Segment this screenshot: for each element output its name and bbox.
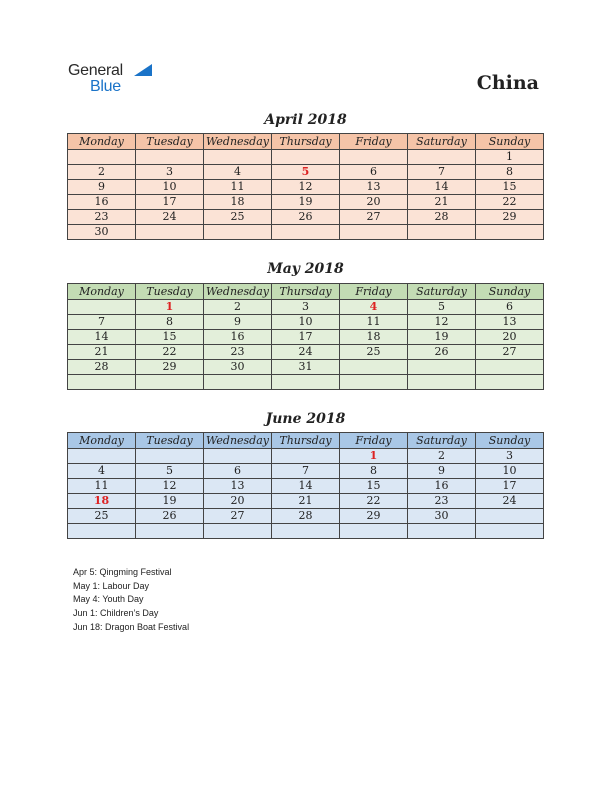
day-cell (408, 225, 476, 240)
weekday-header-row (68, 433, 544, 449)
holiday-notes (73, 566, 189, 635)
day-cell: 15 (476, 180, 544, 195)
weekday-header: Friday (340, 284, 408, 300)
weekday-header: Sunday (476, 284, 544, 300)
day-cell (272, 375, 340, 390)
day-cell: 26 (136, 509, 204, 524)
day-cell (136, 225, 204, 240)
day-cell: 30 (204, 360, 272, 375)
week-row (68, 330, 544, 345)
day-cell: 28 (272, 509, 340, 524)
day-cell (68, 300, 136, 315)
week-row (68, 165, 544, 180)
day-cell (340, 375, 408, 390)
day-cell: 16 (204, 330, 272, 345)
day-cell: 27 (340, 210, 408, 225)
day-cell: 24 (136, 210, 204, 225)
day-cell: 29 (340, 509, 408, 524)
day-cell: 13 (476, 315, 544, 330)
day-cell: 20 (204, 494, 272, 509)
day-cell: 17 (136, 195, 204, 210)
month-title: May 2018 (267, 261, 344, 277)
day-cell: 18 (340, 330, 408, 345)
weekday-header: Sunday (476, 134, 544, 150)
day-cell: 5 (136, 464, 204, 479)
weekday-header: Thursday (272, 134, 340, 150)
day-cell: 19 (136, 494, 204, 509)
day-cell: 26 (408, 345, 476, 360)
day-cell (272, 449, 340, 464)
day-cell: 20 (340, 195, 408, 210)
month-calendar-table (67, 283, 544, 390)
day-cell: 12 (136, 479, 204, 494)
day-cell (476, 360, 544, 375)
week-row (68, 479, 544, 494)
day-cell: 23 (68, 210, 136, 225)
day-cell (476, 225, 544, 240)
day-cell (476, 524, 544, 539)
day-cell: 28 (68, 360, 136, 375)
weekday-header: Saturday (408, 134, 476, 150)
weekday-header: Monday (68, 433, 136, 449)
day-cell: 24 (476, 494, 544, 509)
weekday-header: Thursday (272, 433, 340, 449)
country-title: China (476, 72, 539, 94)
day-cell (272, 524, 340, 539)
weekday-header: Tuesday (136, 134, 204, 150)
day-cell (68, 150, 136, 165)
day-cell: 11 (340, 315, 408, 330)
day-cell: 26 (272, 210, 340, 225)
day-cell: 21 (408, 195, 476, 210)
day-cell: 2 (204, 300, 272, 315)
weekday-header: Wednesday (204, 284, 272, 300)
day-cell: 3 (476, 449, 544, 464)
day-cell: 21 (68, 345, 136, 360)
logo-triangle-icon (134, 64, 152, 76)
week-row (68, 345, 544, 360)
day-cell: 2 (408, 449, 476, 464)
day-cell (204, 524, 272, 539)
day-cell: 22 (476, 195, 544, 210)
day-cell: 15 (340, 479, 408, 494)
day-cell: 7 (272, 464, 340, 479)
day-cell: 11 (204, 180, 272, 195)
day-cell (408, 375, 476, 390)
week-row (68, 210, 544, 225)
day-cell: 8 (340, 464, 408, 479)
weekday-header: Saturday (408, 433, 476, 449)
holiday-note: May 4: Youth Day (73, 594, 144, 605)
day-cell: 21 (272, 494, 340, 509)
day-cell: 14 (68, 330, 136, 345)
day-cell: 11 (68, 479, 136, 494)
day-cell: 3 (136, 165, 204, 180)
day-cell: 9 (408, 464, 476, 479)
day-cell: 1 (476, 150, 544, 165)
day-cell: 8 (136, 315, 204, 330)
day-cell: 22 (136, 345, 204, 360)
day-cell: 17 (272, 330, 340, 345)
day-cell: 10 (136, 180, 204, 195)
weekday-header: Tuesday (136, 433, 204, 449)
month-calendar-table (67, 432, 544, 539)
day-cell: 6 (476, 300, 544, 315)
day-cell: 1 (136, 300, 204, 315)
week-row (68, 464, 544, 479)
logo (68, 62, 168, 96)
day-cell (68, 449, 136, 464)
day-cell: 13 (340, 180, 408, 195)
day-cell: 27 (204, 509, 272, 524)
day-cell: 19 (272, 195, 340, 210)
day-cell: 9 (68, 180, 136, 195)
day-cell: 9 (204, 315, 272, 330)
week-row (68, 375, 544, 390)
day-cell (476, 509, 544, 524)
day-cell: 23 (408, 494, 476, 509)
weekday-header: Sunday (476, 433, 544, 449)
day-cell (68, 524, 136, 539)
weekday-header: Tuesday (136, 284, 204, 300)
day-cell: 4 (68, 464, 136, 479)
day-cell: 1 (340, 449, 408, 464)
month-title: April 2018 (264, 112, 347, 128)
week-row (68, 360, 544, 375)
weekday-header: Monday (68, 134, 136, 150)
weekday-header: Wednesday (204, 433, 272, 449)
day-cell: 25 (68, 509, 136, 524)
weekday-header: Wednesday (204, 134, 272, 150)
logo-text-blue: Blue (90, 78, 121, 95)
day-cell: 30 (408, 509, 476, 524)
day-cell: 4 (204, 165, 272, 180)
day-cell (408, 150, 476, 165)
day-cell (136, 524, 204, 539)
day-cell (340, 225, 408, 240)
day-cell (408, 524, 476, 539)
day-cell: 5 (272, 165, 340, 180)
week-row (68, 150, 544, 165)
day-cell (272, 150, 340, 165)
day-cell (340, 524, 408, 539)
day-cell (204, 150, 272, 165)
weekday-header: Friday (340, 433, 408, 449)
weekday-header: Thursday (272, 284, 340, 300)
day-cell: 23 (204, 345, 272, 360)
day-cell: 13 (204, 479, 272, 494)
day-cell (408, 360, 476, 375)
day-cell: 2 (68, 165, 136, 180)
day-cell: 29 (136, 360, 204, 375)
day-cell (68, 375, 136, 390)
day-cell: 18 (204, 195, 272, 210)
week-row (68, 300, 544, 315)
day-cell (204, 225, 272, 240)
day-cell: 8 (476, 165, 544, 180)
day-cell: 24 (272, 345, 340, 360)
day-cell: 10 (476, 464, 544, 479)
week-row (68, 180, 544, 195)
day-cell: 10 (272, 315, 340, 330)
day-cell: 29 (476, 210, 544, 225)
day-cell: 7 (68, 315, 136, 330)
day-cell: 6 (340, 165, 408, 180)
week-row (68, 509, 544, 524)
weekday-header: Monday (68, 284, 136, 300)
day-cell: 25 (204, 210, 272, 225)
day-cell: 6 (204, 464, 272, 479)
day-cell: 17 (476, 479, 544, 494)
day-cell (204, 375, 272, 390)
week-row (68, 195, 544, 210)
day-cell (340, 150, 408, 165)
day-cell (204, 449, 272, 464)
day-cell (476, 375, 544, 390)
holiday-note: Jun 18: Dragon Boat Festival (73, 621, 190, 632)
day-cell: 31 (272, 360, 340, 375)
logo-text-general: General (68, 62, 123, 79)
day-cell: 27 (476, 345, 544, 360)
week-row (68, 315, 544, 330)
holiday-note: Jun 1: Children’s Day (73, 608, 159, 619)
weekday-header-row (68, 134, 544, 150)
weekday-header: Friday (340, 134, 408, 150)
day-cell: 15 (136, 330, 204, 345)
week-row (68, 494, 544, 509)
day-cell: 16 (68, 195, 136, 210)
day-cell (340, 360, 408, 375)
day-cell (136, 150, 204, 165)
day-cell: 4 (340, 300, 408, 315)
holiday-note: May 1: Labour Day (73, 580, 150, 591)
day-cell (136, 449, 204, 464)
day-cell: 3 (272, 300, 340, 315)
day-cell: 30 (68, 225, 136, 240)
month-title: June 2018 (265, 411, 346, 427)
day-cell: 20 (476, 330, 544, 345)
day-cell (136, 375, 204, 390)
weekday-header: Saturday (408, 284, 476, 300)
day-cell: 14 (272, 479, 340, 494)
day-cell: 22 (340, 494, 408, 509)
month-calendar-table (67, 133, 544, 240)
day-cell (272, 225, 340, 240)
day-cell: 18 (68, 494, 136, 509)
week-row (68, 524, 544, 539)
day-cell: 28 (408, 210, 476, 225)
day-cell: 14 (408, 180, 476, 195)
day-cell: 16 (408, 479, 476, 494)
day-cell: 25 (340, 345, 408, 360)
day-cell: 7 (408, 165, 476, 180)
day-cell: 19 (408, 330, 476, 345)
holiday-note: Apr 5: Qingming Festival (73, 567, 172, 577)
day-cell: 12 (272, 180, 340, 195)
weekday-header-row (68, 284, 544, 300)
day-cell: 12 (408, 315, 476, 330)
week-row (68, 225, 544, 240)
day-cell: 5 (408, 300, 476, 315)
week-row (68, 449, 544, 464)
